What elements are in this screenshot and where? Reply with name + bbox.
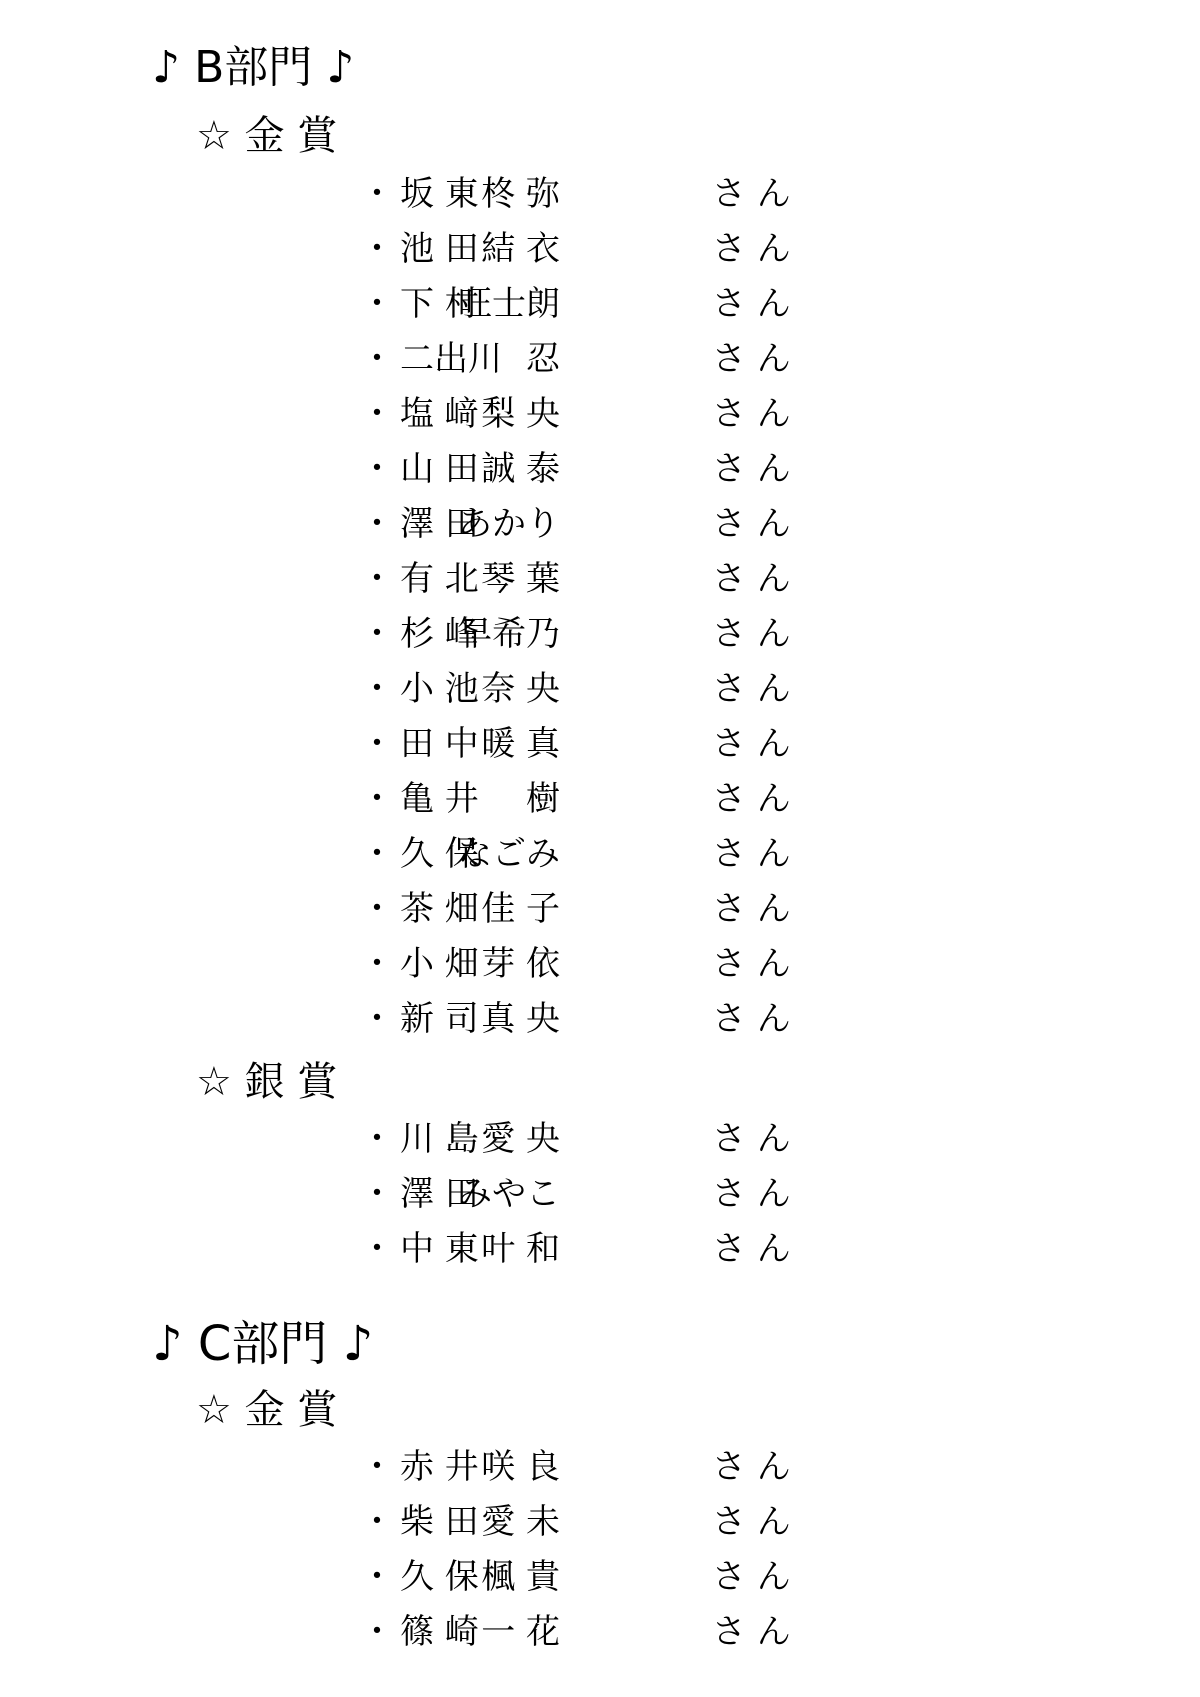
bullet: ・ xyxy=(360,1229,394,1269)
honorific: さ ん xyxy=(712,1119,791,1159)
award-heading-b-silver: ☆ 銀 賞 xyxy=(196,1059,338,1105)
bullet: ・ xyxy=(360,1557,394,1597)
given-name: 旺士朗 xyxy=(458,284,560,324)
family-name: 茶 畑 xyxy=(400,889,479,929)
given-name: 樹 xyxy=(526,779,560,819)
bullet: ・ xyxy=(360,944,394,984)
family-name: 柴 田 xyxy=(400,1502,479,1542)
bullet: ・ xyxy=(360,724,394,764)
honorific: さ ん xyxy=(712,1229,791,1269)
family-name: 池 田 xyxy=(400,229,479,269)
bullet: ・ xyxy=(360,999,394,1039)
bullet: ・ xyxy=(360,449,394,489)
given-name: 愛 未 xyxy=(481,1502,560,1542)
given-name: みやこ xyxy=(458,1174,560,1214)
honorific: さ ん xyxy=(712,1612,791,1652)
honorific: さ ん xyxy=(712,614,791,654)
given-name: 忍 xyxy=(526,339,560,379)
given-name: 真 央 xyxy=(481,999,560,1039)
bullet: ・ xyxy=(360,669,394,709)
honorific: さ ん xyxy=(712,394,791,434)
bullet: ・ xyxy=(360,1612,394,1652)
family-name: 川 島 xyxy=(400,1119,479,1159)
bullet: ・ xyxy=(360,174,394,214)
honorific: さ ん xyxy=(712,779,791,819)
honorific: さ ん xyxy=(712,559,791,599)
bullet: ・ xyxy=(360,1174,394,1214)
award-heading-c-gold: ☆ 金 賞 xyxy=(196,1387,338,1433)
family-name: 二出川 xyxy=(400,339,502,379)
honorific: さ ん xyxy=(712,174,791,214)
given-name: 誠 泰 xyxy=(481,449,560,489)
bullet: ・ xyxy=(360,889,394,929)
honorific: さ ん xyxy=(712,284,791,324)
family-name: 赤 井 xyxy=(400,1447,479,1487)
family-name: 下 村 xyxy=(400,284,479,324)
bullet: ・ xyxy=(360,229,394,269)
family-name: 篠 崎 xyxy=(400,1612,479,1652)
given-name: 早希乃 xyxy=(458,614,560,654)
honorific: さ ん xyxy=(712,944,791,984)
honorific: さ ん xyxy=(712,449,791,489)
family-name: 小 池 xyxy=(400,669,479,709)
honorific: さ ん xyxy=(712,1502,791,1542)
given-name: 梨 央 xyxy=(481,394,560,434)
given-name: 楓 貴 xyxy=(481,1557,560,1597)
honorific: さ ん xyxy=(712,999,791,1039)
family-name: 坂 東 xyxy=(400,174,479,214)
honorific: さ ん xyxy=(712,889,791,929)
given-name: 愛 央 xyxy=(481,1119,560,1159)
section-title-b: ♪ B部門 ♪ xyxy=(152,42,355,93)
bullet: ・ xyxy=(360,559,394,599)
family-name: 山 田 xyxy=(400,449,479,489)
honorific: さ ん xyxy=(712,1447,791,1487)
bullet: ・ xyxy=(360,834,394,874)
given-name: 結 衣 xyxy=(481,229,560,269)
honorific: さ ん xyxy=(712,339,791,379)
honorific: さ ん xyxy=(712,669,791,709)
family-name: 田 中 xyxy=(400,724,479,764)
given-name: あかり xyxy=(458,504,560,544)
given-name: 暖 真 xyxy=(481,724,560,764)
family-name: 小 畑 xyxy=(400,944,479,984)
given-name: 叶 和 xyxy=(481,1229,560,1269)
award-heading-b-gold: ☆ 金 賞 xyxy=(196,113,338,159)
given-name: 琴 葉 xyxy=(481,559,560,599)
bullet: ・ xyxy=(360,779,394,819)
honorific: さ ん xyxy=(712,724,791,764)
bullet: ・ xyxy=(360,339,394,379)
family-name: 新 司 xyxy=(400,999,479,1039)
honorific: さ ん xyxy=(712,1174,791,1214)
section-title-c: ♪ C部門 ♪ xyxy=(152,1316,374,1372)
family-name: 久 保 xyxy=(400,834,479,874)
bullet: ・ xyxy=(360,1447,394,1487)
given-name: 一 花 xyxy=(481,1612,560,1652)
bullet: ・ xyxy=(360,504,394,544)
family-name: 杉 峰 xyxy=(400,614,479,654)
given-name: 奈 央 xyxy=(481,669,560,709)
given-name: なごみ xyxy=(458,834,560,874)
family-name: 亀 井 xyxy=(400,779,479,819)
honorific: さ ん xyxy=(712,834,791,874)
given-name: 柊 弥 xyxy=(481,174,560,214)
family-name: 澤 田 xyxy=(400,504,479,544)
honorific: さ ん xyxy=(712,229,791,269)
family-name: 塩 﨑 xyxy=(400,394,479,434)
honorific: さ ん xyxy=(712,504,791,544)
bullet: ・ xyxy=(360,394,394,434)
honorific: さ ん xyxy=(712,1557,791,1597)
family-name: 中 東 xyxy=(400,1229,479,1269)
family-name: 久 保 xyxy=(400,1557,479,1597)
bullet: ・ xyxy=(360,284,394,324)
bullet: ・ xyxy=(360,1502,394,1542)
given-name: 芽 依 xyxy=(481,944,560,984)
family-name: 澤 田 xyxy=(400,1174,479,1214)
given-name: 咲 良 xyxy=(481,1447,560,1487)
given-name: 佳 子 xyxy=(481,889,560,929)
bullet: ・ xyxy=(360,1119,394,1159)
family-name: 有 北 xyxy=(400,559,479,599)
bullet: ・ xyxy=(360,614,394,654)
